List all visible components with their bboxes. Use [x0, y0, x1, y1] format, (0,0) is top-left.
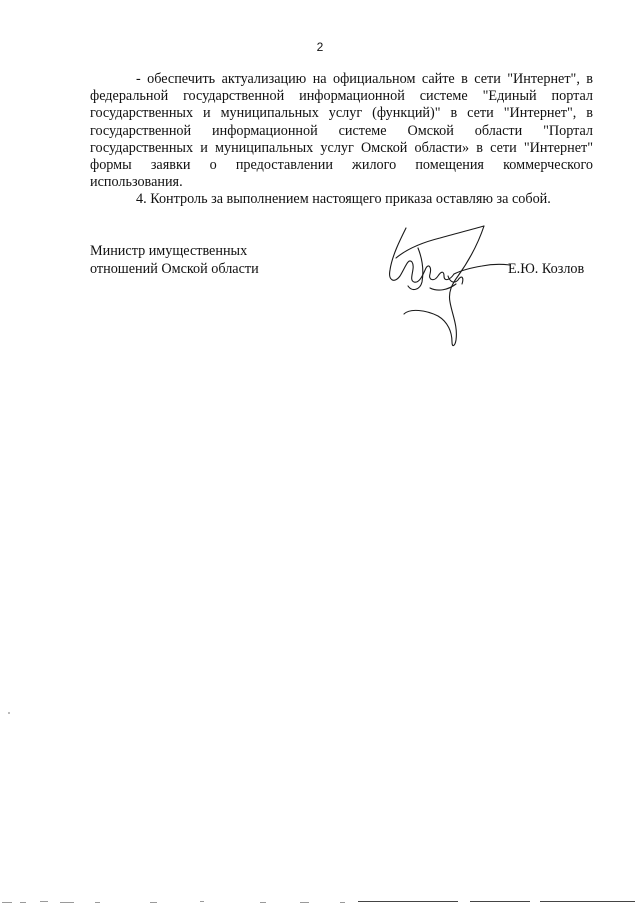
position-line-2: отношений Омской области	[90, 260, 259, 277]
position-line-1: Министр имущественных	[90, 243, 248, 259]
document-body	[90, 71, 593, 209]
signatory-name: Е.Ю. Козлов	[508, 261, 585, 277]
paragraph-actualization: - обеспечить актуализацию на официальном сайте в сети "Интернет", в федеральной государственной информационной системе "Единый портал государственных и муниципальных услуг (функций)" в сети "Интернет", в государственной информационной системе Омской области "Портал государственных и муниципальных услуг Омской области» в сети "Интернет" формы заявки о предоставлении жилого помещения коммерческого использования.	[90, 71, 593, 191]
paragraph-control: 4. Контроль за выполнением настоящего приказа оставляю за собой.	[136, 191, 551, 208]
scan-artifact	[8, 712, 10, 714]
signatory-position	[90, 243, 259, 278]
page-number: 2	[316, 40, 324, 54]
handwritten-signature	[378, 218, 518, 353]
scan-bottom-edge	[0, 899, 640, 905]
